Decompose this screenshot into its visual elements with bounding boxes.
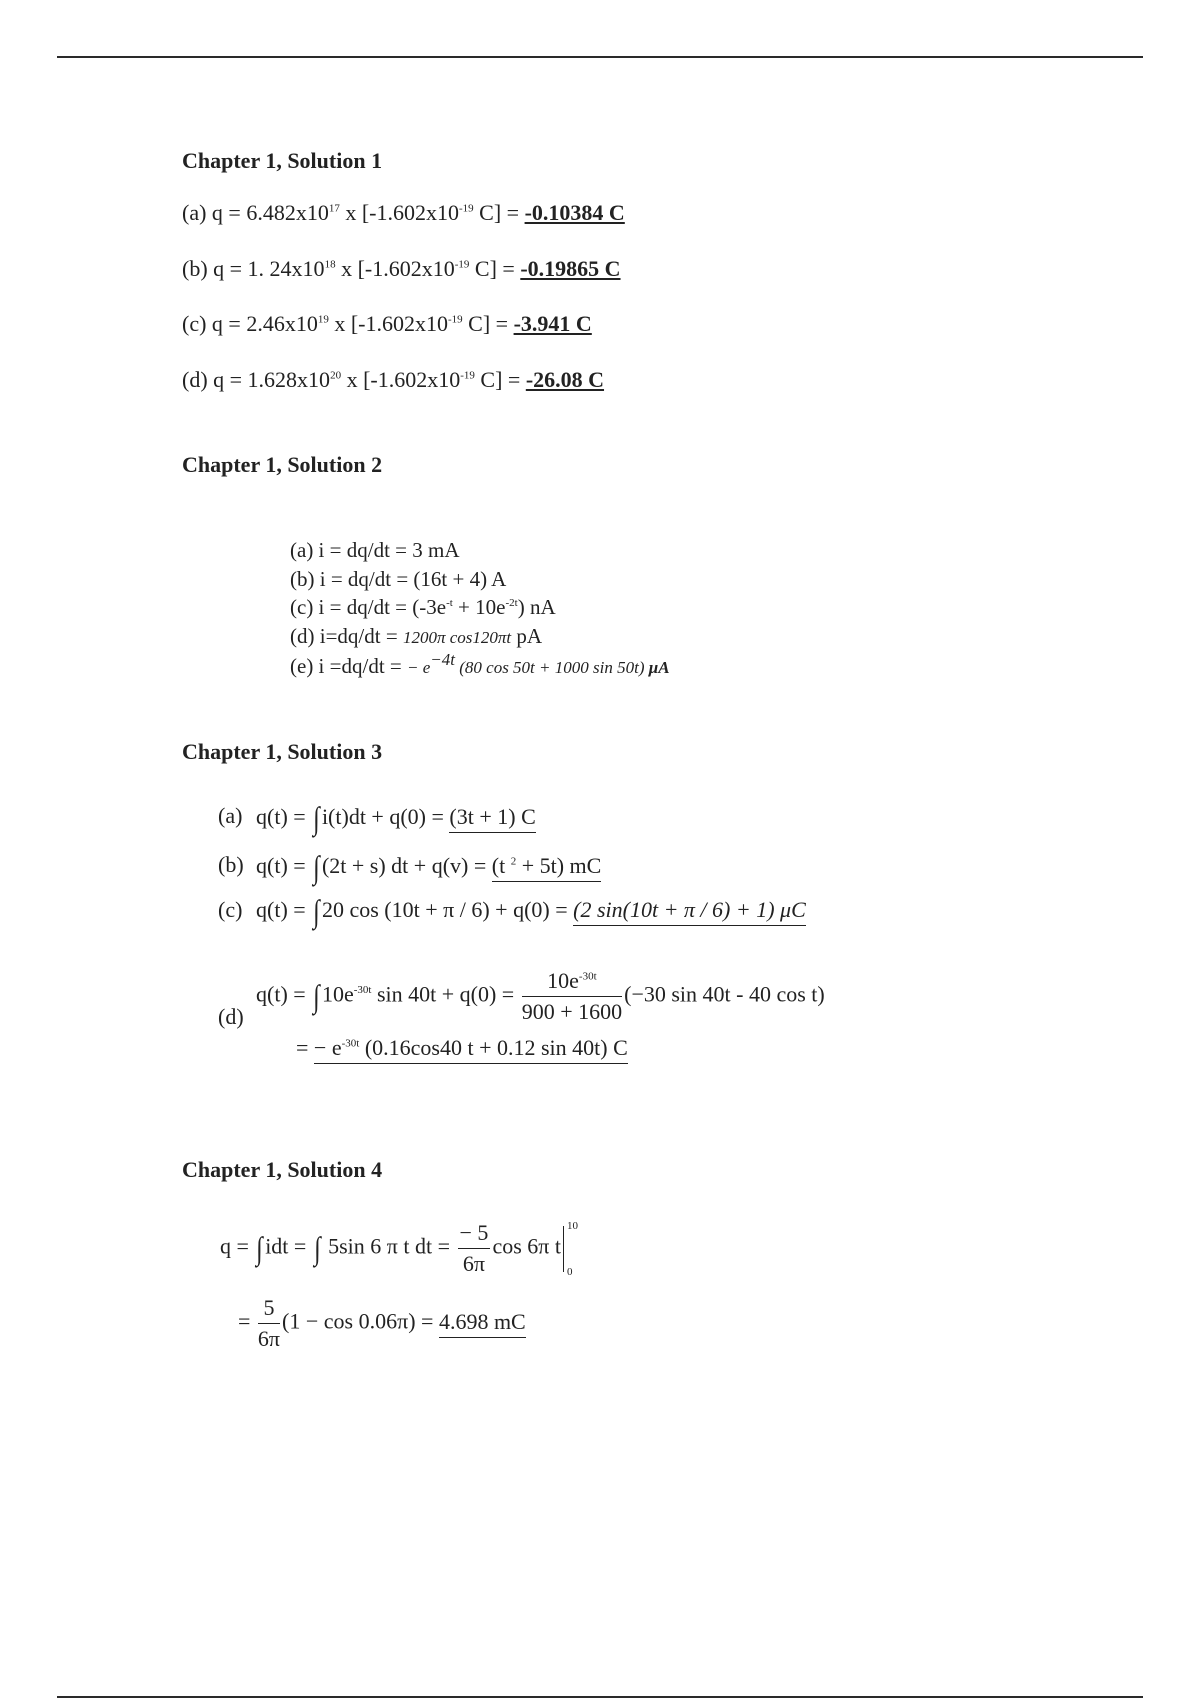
- top-rule: [57, 56, 1143, 58]
- answer-4: 4.698 mC: [439, 1309, 526, 1338]
- solution-2-heading: Chapter 1, Solution 2: [182, 452, 383, 477]
- answer-1c: -3.941 C: [513, 311, 592, 336]
- answer-1d: -26.08 C: [525, 367, 605, 392]
- solution-2-line-c: (c) $i = dq/dt = (-3e^{-t} + 10e^{-2t})$ nA: [290, 595, 556, 619]
- solution-3-line-d1: $q(t) = \int 10e^{-30t}$ sin 40t + q(0) = $\frac{10e^{-30t}}{900 + 1600}$ (−30 sin 40t - 40 cos t): [256, 968, 825, 1024]
- answer-1b: -0.19865 C: [520, 256, 621, 281]
- answer-3a: (3t + 1) C: [449, 804, 535, 833]
- integral-icon: ∫: [256, 1229, 264, 1266]
- solution-3-heading: Chapter 1, Solution 3: [182, 739, 383, 764]
- integral-icon: ∫: [313, 977, 320, 1014]
- bottom-rule: [57, 1696, 1143, 1698]
- solution-4-line-1: q = ∫idt = ∫ 5sin 6 π t dt = $\frac{- 5}{6\pi}$ cos 6π t 10 0: [220, 1219, 578, 1278]
- fraction: $\frac{10e^{-30t}}{900 + 1600}$: [521, 968, 623, 1024]
- solution-1-line-a: (a) $q = 6.482x10^{17}$ x [$-1.602x10^{-19}$ C] = -0.10384 C: [182, 200, 625, 225]
- solution-3-line-a: q(t) = ∫i(t)dt + q(0) = (3t + 1) C: [256, 800, 536, 836]
- solution-3-label-d: (d): [218, 1004, 244, 1029]
- solution-1-line-b: (b) q = 1. $24x10^{18}$ x [$-1.602x10^{-19}$ C] = -0.19865 C: [182, 256, 621, 281]
- solution-1-heading: Chapter 1, Solution 1: [182, 148, 383, 173]
- solution-1-line-c: (c) $q = 2.46x10^{19}$ x [$-1.602x10^{-19}$ C] = -3.941 C: [182, 311, 592, 336]
- solution-3-label-b: (b): [218, 852, 244, 877]
- solution-2-line-a: (a) i = dq/dt = 3 mA: [290, 538, 460, 562]
- solution-3-line-d2: = − $e^{-30t}$ (0.16cos40 t + 0.12 sin 40t) C: [296, 1035, 628, 1064]
- solution-1-line-d: (d) $q = 1.628x10^{20}$ x [$-1.602x10^{-19}$ C] = -26.08 C: [182, 367, 605, 392]
- answer-3b: (t $^2$ + 5t) mC: [492, 853, 602, 882]
- integral-icon: ∫: [313, 849, 320, 885]
- answer-1a: -0.10384 C: [524, 200, 625, 225]
- evaluation-bar: 10 0: [563, 1226, 564, 1272]
- solution-2-body: [290, 536, 670, 683]
- fraction: $\frac{5}{6\pi}$: [257, 1295, 281, 1351]
- solution-3-label-c: (c): [218, 897, 243, 922]
- solution-2-line-d: (d) i=dq/dt = 1200π cos120πt pA: [290, 623, 543, 648]
- fraction: $\frac{- 5}{6\pi}$: [459, 1220, 489, 1276]
- integral-icon: ∫: [313, 893, 320, 929]
- solution-3-line-b: q(t) = ∫(2t + s) dt + q(v) = (t $^2$ + 5t) mC: [256, 849, 602, 885]
- solution-2-line-e: (e) i =dq/dt = − $e^{-4t}$ (80 cos 50t + 1000 sin 50t) μA: [290, 650, 670, 678]
- answer-3c: (2 sin(10t + π / 6) + 1) μC: [573, 897, 806, 926]
- integral-icon: ∫: [313, 800, 320, 836]
- answer-3d: − $e^{-30t}$ (0.16cos40 t + 0.12 sin 40t) C: [314, 1035, 628, 1064]
- solution-4-line-2: = $\frac{5}{6\pi}$ (1 − cos 0.06π) = 4.698 mC: [238, 1295, 526, 1351]
- integral-icon: ∫: [313, 1229, 321, 1266]
- solution-4-heading: Chapter 1, Solution 4: [182, 1157, 383, 1182]
- solution-3-line-c: q(t) = ∫20 cos (10t + π / 6) + q(0) = (2 sin(10t + π / 6) + 1) μC: [256, 893, 806, 929]
- solution-2-line-b: (b) i = dq/dt = (16t + 4) A: [290, 566, 507, 591]
- solution-3-label-a: (a): [218, 803, 243, 828]
